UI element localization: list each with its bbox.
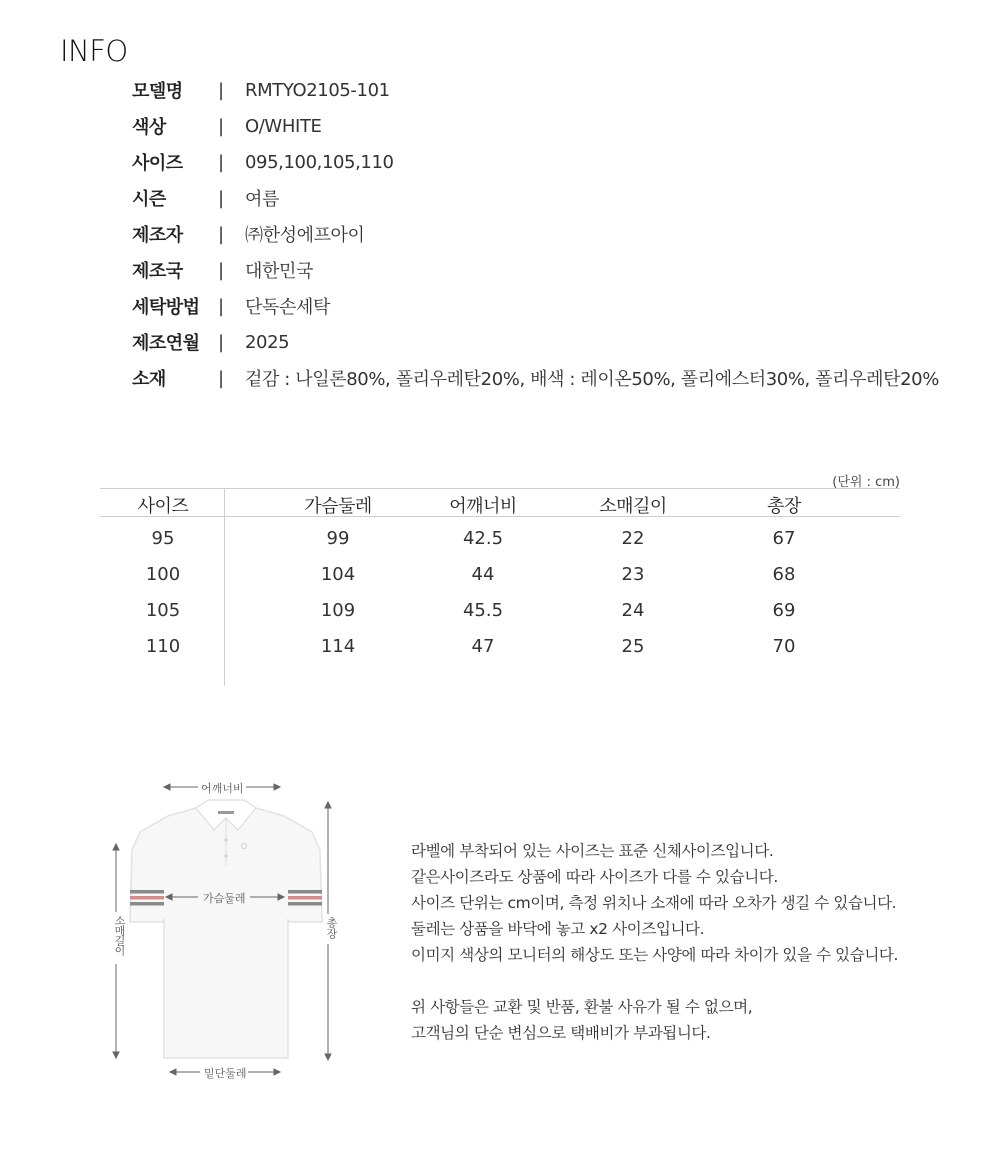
sleeve-label: 소매길이 [113, 915, 126, 955]
info-row-material [132, 360, 939, 396]
header-chest: 가슴둘레 [304, 496, 372, 517]
hem-label: 밑단둘레 [204, 1067, 247, 1080]
info-value: RMTYO2105-101 [245, 79, 390, 101]
table-cell: 70 [772, 636, 796, 657]
info-separator: | [218, 79, 225, 101]
info-separator: | [218, 259, 225, 281]
table-cell: 68 [772, 564, 796, 585]
header-sleeve: 소매길이 [599, 496, 667, 517]
length-label: 총장 [325, 917, 338, 939]
table-cell: 99 [326, 528, 350, 549]
stripe-red [288, 896, 322, 900]
table-cell: 67 [772, 528, 796, 549]
info-row-washing [132, 288, 939, 324]
info-separator: | [218, 151, 225, 173]
table-cell: 104 [320, 564, 356, 585]
chest-label: 가슴둘레 [203, 892, 246, 905]
info-key: 색상 [132, 117, 166, 138]
size-table-body [100, 517, 900, 687]
info-key: 제조국 [132, 261, 183, 282]
table-cell: 42.5 [462, 528, 504, 549]
info-row-color [132, 108, 939, 144]
table-cell: 24 [621, 600, 645, 621]
info-key: 세탁방법 [132, 297, 200, 318]
info-key: 사이즈 [132, 153, 183, 174]
table-cell: 105 [145, 600, 181, 621]
info-row-model [132, 72, 939, 108]
stripe-gray [288, 902, 322, 906]
table-cell: 95 [151, 528, 175, 549]
shirt-button [224, 838, 227, 841]
info-value: 2025 [245, 331, 290, 353]
size-diagram [100, 770, 350, 1090]
stripe-gray [288, 890, 322, 894]
stripe-gray [130, 902, 164, 906]
stripe-red [130, 896, 164, 900]
info-row-size [132, 144, 939, 180]
info-row-manufacturer [132, 216, 939, 252]
note-line: 라벨에 부착되어 있는 사이즈는 표준 신체사이즈입니다. [411, 842, 774, 860]
table-cell: 109 [320, 600, 356, 621]
header-shoulder: 어깨너비 [449, 496, 517, 517]
table-cell: 44 [471, 564, 495, 585]
info-row-date [132, 324, 939, 360]
collar-tab [218, 811, 234, 814]
info-key: 소재 [132, 369, 166, 390]
info-value: O/WHITE [245, 115, 322, 137]
shoulder-label: 어깨너비 [201, 782, 244, 795]
size-notes [411, 838, 898, 1046]
info-separator: | [218, 187, 225, 209]
table-cell: 69 [772, 600, 796, 621]
note-line: 같은사이즈라도 상품에 따라 사이즈가 다를 수 있습니다. [411, 868, 778, 886]
info-value: 겉감 : 나일론80%, 폴리우레탄20%, 배색 : 레이온50%, 폴리에스터30%, 폴리우레탄20% [245, 369, 939, 390]
table-cell: 45.5 [462, 600, 504, 621]
info-value: 095,100,105,110 [245, 151, 394, 173]
info-separator: | [218, 331, 225, 353]
stripe-gray [130, 890, 164, 894]
info-value: 단독손세탁 [245, 297, 330, 318]
size-table-header [100, 488, 900, 517]
info-separator: | [218, 223, 225, 245]
table-cell: 114 [320, 636, 356, 657]
info-separator: | [218, 115, 225, 137]
policy-line: 위 사항들은 교환 및 반품, 환불 사유가 될 수 없으며, [411, 998, 753, 1016]
header-size: 사이즈 [137, 496, 189, 517]
note-line: 둘레는 상품을 바닥에 놓고 x2 사이즈입니다. [411, 920, 705, 938]
size-unit-label: (단위 : cm) [832, 475, 900, 490]
note-line: 이미지 색상의 모니터의 해상도 또는 사양에 따라 차이가 있을 수 있습니다. [411, 946, 898, 964]
info-value: 대한민국 [245, 261, 313, 282]
policy-line: 고객님의 단순 변심으로 택배비가 부과됩니다. [411, 1024, 711, 1042]
table-cell: 100 [145, 564, 181, 585]
info-key: 제조연월 [132, 333, 200, 354]
info-value: 여름 [245, 189, 279, 210]
info-separator: | [218, 295, 225, 317]
table-cell: 47 [471, 636, 495, 657]
info-row-season [132, 180, 939, 216]
table-cell: 25 [621, 636, 645, 657]
table-cell: 110 [145, 636, 181, 657]
note-line: 사이즈 단위는 cm이며, 측정 위치나 소재에 따라 오차가 생길 수 있습니다. [411, 894, 897, 912]
info-separator: | [218, 367, 225, 389]
info-value: ㈜한성에프아이 [245, 225, 365, 246]
info-key: 시즌 [132, 189, 166, 210]
table-cell: 22 [621, 528, 645, 549]
header-length: 총장 [767, 496, 801, 517]
table-cell: 23 [621, 564, 645, 585]
info-key: 모델명 [132, 81, 183, 102]
info-key: 제조자 [132, 225, 183, 246]
polo-shirt-illustration [100, 770, 350, 1090]
info-row-country [132, 252, 939, 288]
shirt-button [224, 854, 227, 857]
info-title: INFO [60, 34, 128, 68]
info-list [132, 72, 939, 396]
size-table [100, 488, 900, 687]
